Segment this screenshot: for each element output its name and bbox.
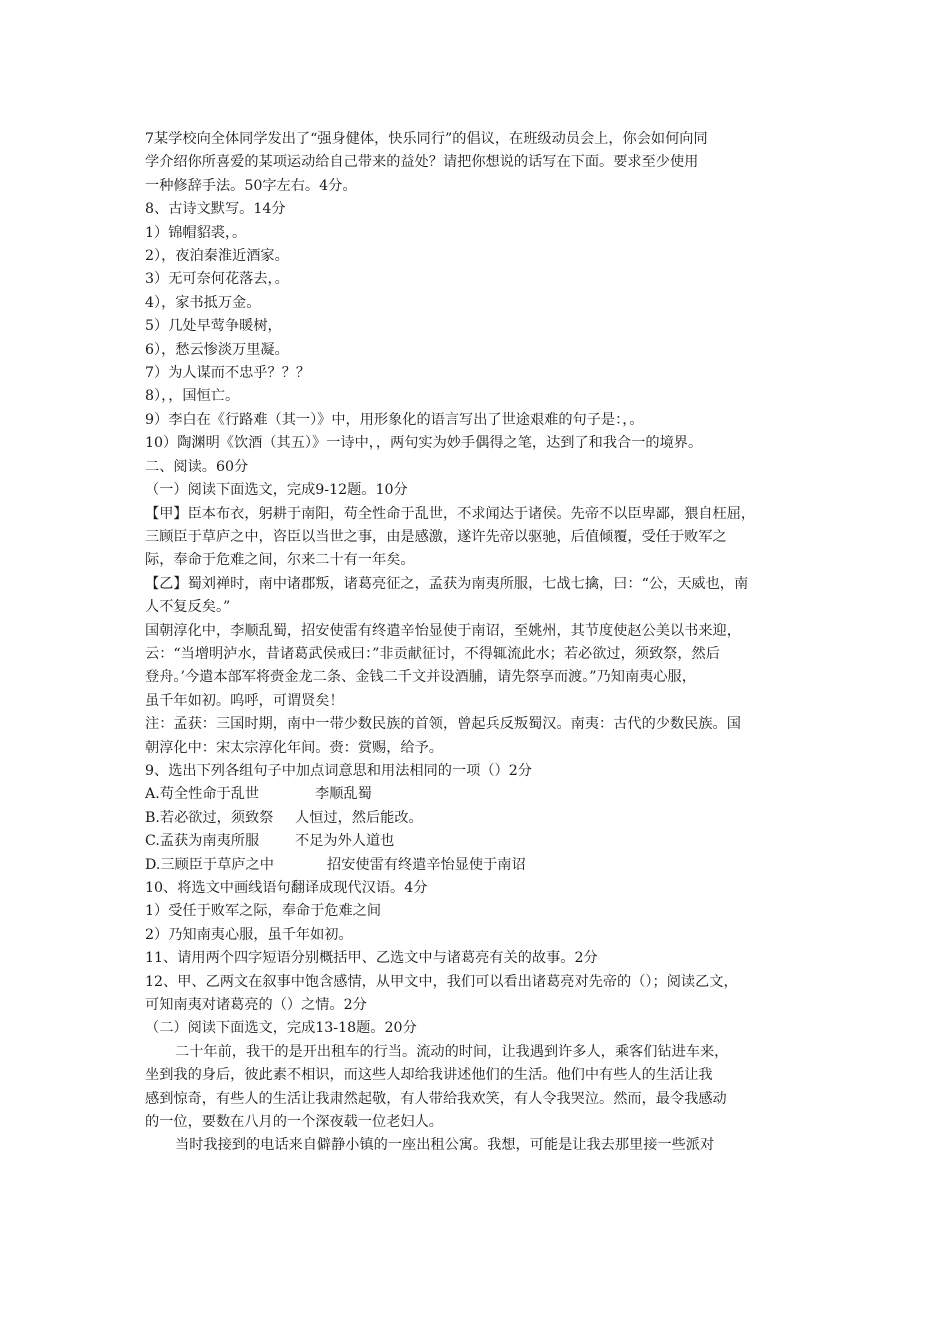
passage-jia-line-2: 三顾臣于草庐之中，咨臣以当世之事，由是感激，遂许先帝以驱驰，后值倾覆，受任于败军之 (145, 528, 727, 545)
option-d-right: 招安使雷有终遣辛怡显使于南诏 (327, 856, 526, 873)
poem-item-10: 10）陶渊明《饮酒（其五）》一诗中，，两句实为妙手偶得之笔，达到了和我合一的境界。 (145, 435, 703, 452)
passage-jia-line-3: 际，奉命于危难之间，尔来二十有一年矣。 (145, 552, 415, 569)
passage-yi-line-4: 云：“当增明泸水，昔诸葛武侯戒曰：”非贡献征讨，不得辄流此水；若必欲过，须致祭，然后 (145, 645, 720, 662)
question-7-line-3: 一种修辞手法。50字左右。4分。 (145, 177, 357, 194)
question-7-line-1: 7某学校向全体同学发出了“强身健体，快乐同行”的倡议，在班级动员会上，你会如何向同 (145, 131, 708, 147)
note-line-1: 注：孟获：三国时期，南中一带少数民族的首领，曾起兵反叛蜀汉。南夷：古代的少数民族。国 (145, 716, 741, 733)
poem-item-6: 6），愁云惨淡万里凝。 (145, 341, 289, 358)
option-b-left: B.若必欲过，须致祭 (145, 809, 274, 826)
option-c-right: 不足为外人道也 (295, 833, 395, 850)
question-8-heading: 8、古诗文默写。14分 (145, 201, 286, 218)
question-9-option-a (145, 783, 813, 806)
passage-yi-line-3: 国朝淳化中，李顺乱蜀，招安使雷有终遣辛怡显使于南诏，至姚州，其节度使赵公美以书来迎， (145, 622, 741, 639)
story-paragraph-2-line-1: 当时我接到的电话来自僻静小镇的一座出租公寓。我想，可能是让我去那里接一些派对 (175, 1137, 715, 1154)
option-a-right: 李顺乱蜀 (315, 786, 372, 803)
option-b-right: 人恒过，然后能改。 (295, 809, 423, 826)
question-12-line-1: 12、甲、乙两文在叙事中饱含感情，从甲文中，我们可以看出诸葛亮对先帝的（）；阅读乙文， (145, 973, 738, 990)
question-10-item-1: 1）受任于败军之际，奉命于危难之间 (145, 903, 382, 920)
section-2-heading: 二、阅读。60分 (145, 458, 249, 475)
story-paragraph-1-line-2: 坐到我的身后，彼此素不相识，而这些人却给我讲述他们的生活。他们中有些人的生活让我 (145, 1067, 713, 1084)
poem-item-5: 5）几处早莺争暖树， (145, 318, 282, 335)
question-10-item-2: 2）乃知南夷心服，虽千年如初。 (145, 926, 353, 943)
passage-yi-line-6: 虽千年如初。呜呼，可谓贤矣！ (145, 692, 344, 709)
question-10: 10、将选文中画线语句翻译成现代汉语。4分 (145, 880, 428, 896)
question-9: 9、选出下列各组句子中加点词意思和用法相同的一项（）2分 (145, 762, 532, 779)
option-d-left: D.三顾臣于草庐之中 (145, 856, 274, 873)
question-9-option-d (145, 854, 813, 877)
story-paragraph-1-line-1: 二十年前，我干的是开出租车的行当。流动的时间，让我遇到许多人，乘客们钻进车来， (175, 1043, 729, 1060)
subsection-1-heading: （一）阅读下面选文，完成9-12题。10分 (145, 482, 408, 499)
poem-item-7: 7）为人谋而不忠乎？？？ (145, 365, 311, 382)
exam-document (145, 128, 813, 1158)
story-paragraph-1-line-3: 感到惊奇，有些人的生活让我肃然起敬，有人带给我欢笑，有人令我哭泣。然而，最令我感动 (145, 1090, 727, 1107)
question-9-option-c (145, 830, 813, 853)
passage-yi-line-5: 登舟。’今遣本部军将赍金龙二条、金钱二千文并设酒脯，请先祭享而渡。”乃知南夷心服， (145, 669, 696, 686)
poem-item-3: 3）无可奈何花落去，。 (145, 271, 289, 288)
question-9-option-b (145, 807, 813, 830)
story-paragraph-1-line-4: 的一位，要数在八月的一个深夜载一位老妇人。 (145, 1114, 443, 1131)
passage-yi-line-2: 人不复反矣。” (145, 599, 231, 616)
question-12-line-2: 可知南夷对诸葛亮的（）之情。2分 (145, 997, 367, 1014)
subsection-2-heading: （二）阅读下面选文，完成13-18题。20分 (145, 1020, 417, 1037)
option-a-left: A.苟全性命于乱世 (145, 786, 260, 803)
poem-item-9: 9）李白在《行路难（其一）》中，用形象化的语言写出了世途艰难的句子是：，。 (145, 411, 644, 428)
passage-jia-line-1: 【甲】臣本布衣，躬耕于南阳，苟全性命于乱世，不求闻达于诸侯。先帝不以臣卑鄙，猥自枉屈， (145, 505, 756, 522)
poem-item-1: 1）锦帽貂裘，。 (145, 224, 247, 241)
question-11: 11、请用两个四字短语分别概括甲、乙选文中与诸葛亮有关的故事。2分 (145, 950, 598, 967)
poem-item-2: 2），夜泊秦淮近酒家。 (145, 248, 289, 265)
poem-item-8: 8），，国恒亡。 (145, 388, 240, 405)
note-line-2: 朝淳化中：宋太宗淳化年间。赍：赏赐，给予。 (145, 739, 443, 756)
question-7-line-2: 学介绍你所喜爱的某项运动给自己带来的益处？请把你想说的话写在下面。要求至少使用 (145, 154, 699, 171)
poem-item-4: 4），家书抵万金。 (145, 294, 261, 311)
passage-yi-line-1: 【乙】蜀刘禅时，南中诸郡叛，诸葛亮征之，孟获为南夷所服，七战七擒，曰：“公，天威也，南 (145, 575, 749, 592)
option-c-left: C.孟获为南夷所服 (145, 833, 260, 850)
